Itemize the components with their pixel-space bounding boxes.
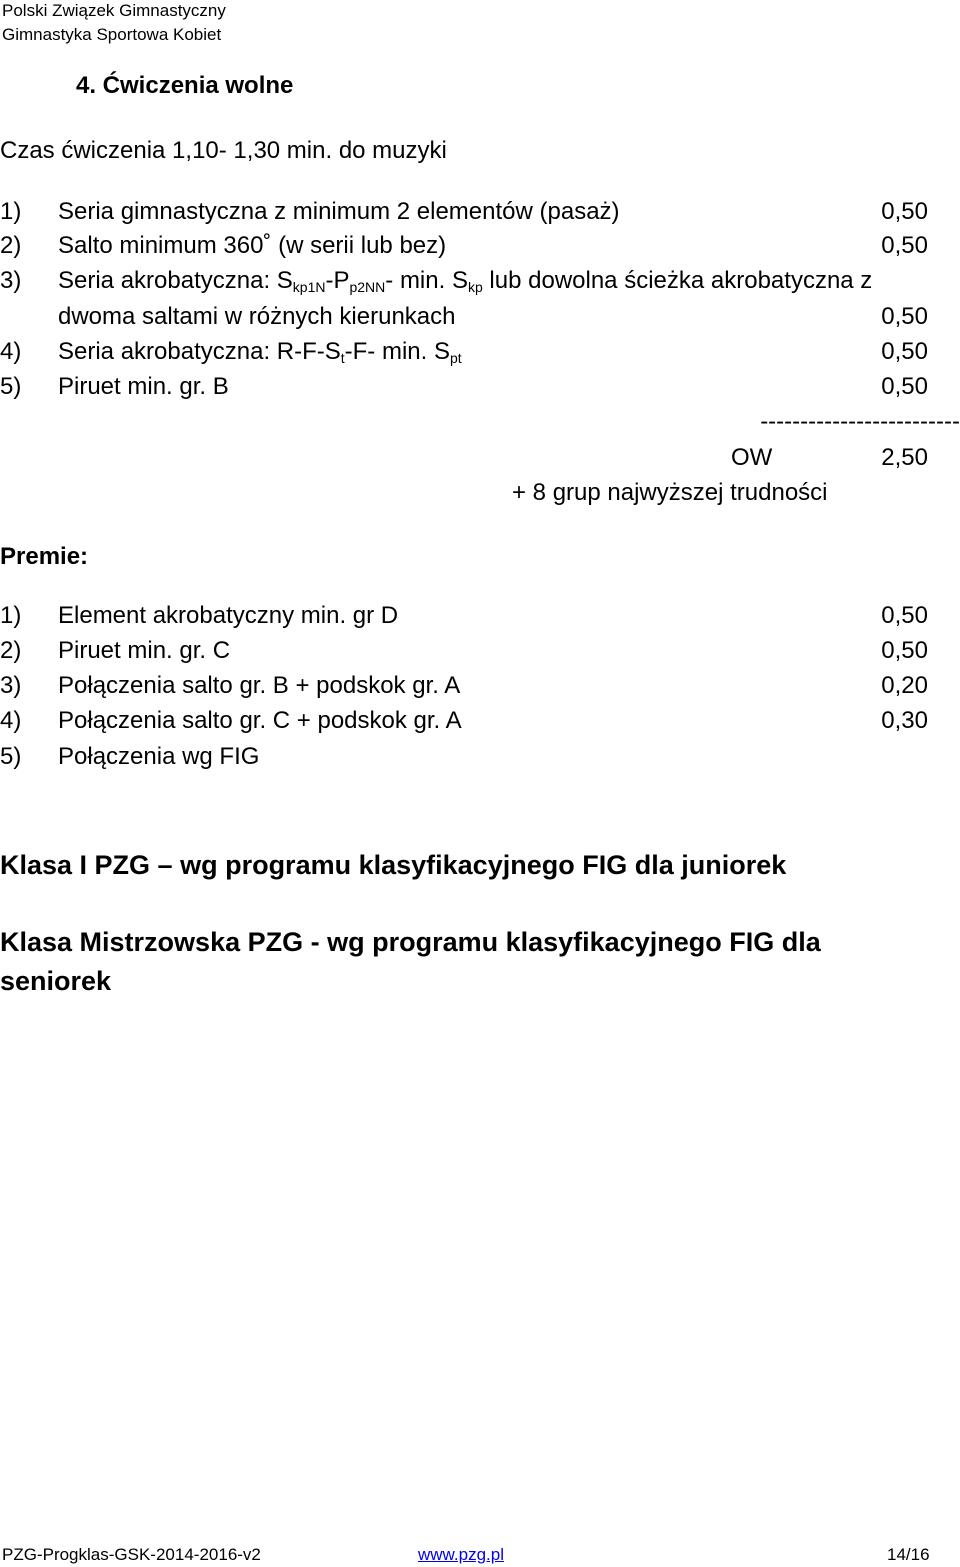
footer-page-number: 14/16: [887, 1545, 930, 1564]
class-i-heading: Klasa I PZG – wg programu klasyfikacyjnego FIG dla juniorek: [0, 850, 787, 880]
item-text: Połączenia salto gr. B + podskok gr. A: [58, 672, 461, 699]
item-number: 1): [0, 198, 22, 225]
difficulty-note: + 8 grup najwyższej trudności: [512, 479, 828, 506]
item-number: 1): [0, 602, 22, 629]
sum-label: OW: [731, 444, 773, 471]
item-value: 0,50: [881, 338, 928, 365]
item-value: 0,50: [881, 373, 928, 400]
sum-separator: -------------------------: [760, 408, 960, 435]
item-number: 4): [0, 338, 22, 365]
section-title: 4. Ćwiczenia wolne: [76, 72, 294, 99]
item-value: 0,50: [881, 198, 928, 225]
item-text: Połączenia salto gr. C + podskok gr. A: [58, 707, 462, 734]
item-text: Element akrobatyczny min. gr D: [58, 602, 399, 629]
item-value: 0,50: [881, 232, 928, 259]
item-text: Salto minimum 360˚ (w serii lub bez): [58, 232, 447, 259]
item-text: Seria gimnastyczna z minimum 2 elementów (pasaż): [58, 198, 620, 225]
item-value: 0,20: [881, 672, 928, 699]
master-class-heading: Klasa Mistrzowska PZG - wg programu klasyfikacyjnego FIG dla: [0, 927, 821, 957]
item-value: 0,50: [881, 637, 928, 664]
item-number: 2): [0, 232, 22, 259]
item-text: Piruet min. gr. C: [58, 637, 231, 664]
sum-value: 2,50: [881, 444, 928, 471]
item-number: 3): [0, 672, 22, 699]
bonuses-title: Premie:: [0, 543, 89, 570]
item-text: Piruet min. gr. B: [58, 373, 229, 400]
item-text-continued: dwoma saltami w różnych kierunkach: [58, 303, 456, 330]
item-number: 5): [0, 743, 22, 770]
item-value: 0,50: [881, 303, 928, 330]
footer-doc-id: PZG-Progklas-GSK-2014-2016-v2: [2, 1545, 261, 1564]
item-number: 5): [0, 373, 22, 400]
item-text: Seria akrobatyczna: $S_{kp1N}-P_{p2NN}-$ min. $S_{kp}$ lub dowolna ścieżka akrobatyczna z: [58, 267, 873, 295]
item-value: 0,50: [881, 602, 928, 629]
duration-text: Czas ćwiczenia 1,10- 1,30 min. do muzyki: [0, 137, 447, 164]
item-text: Połączenia wg FIG: [58, 743, 260, 770]
item-number: 3): [0, 267, 22, 294]
item-value: 0,30: [881, 707, 928, 734]
footer-website-link[interactable]: www.pzg.pl: [418, 1545, 504, 1564]
header-discipline: Gimnastyka Sportowa Kobiet: [2, 25, 222, 44]
item-number: 4): [0, 707, 22, 734]
item-text: Seria akrobatyczna: $R-F-S_t-F-$ min. $S_{pt}$: [58, 338, 462, 366]
item-number: 2): [0, 637, 22, 664]
master-class-heading-continued: seniorek: [0, 966, 112, 996]
header-org: Polski Związek Gimnastyczny: [2, 1, 226, 20]
